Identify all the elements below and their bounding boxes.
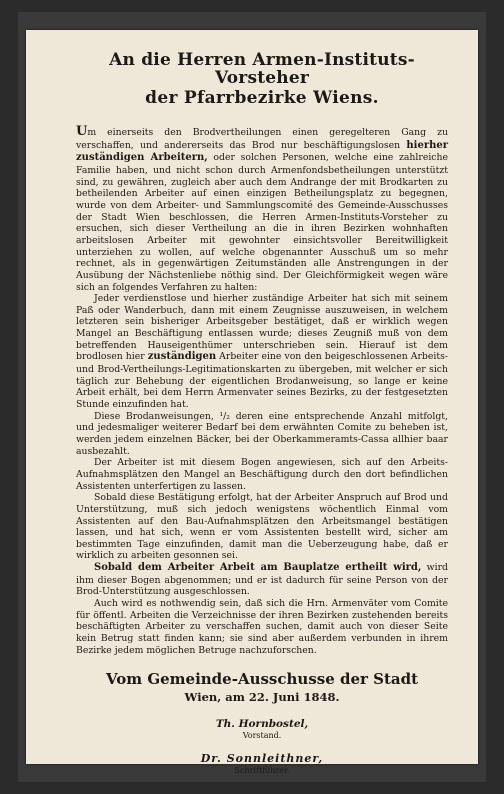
signature-role: Vorstand.: [242, 731, 282, 741]
signature-role: Schriftführer.: [234, 766, 290, 776]
paragraph-6-emphasis: Sobald dem Arbeiter Arbeit am Bauplatze ertheilt wird,: [94, 562, 422, 574]
paragraph-2-emphasis: zuständigen: [147, 351, 217, 363]
paragraph-1-emphasis: hierher zuständigen Arbeitern,: [76, 139, 448, 164]
signature-chair: [76, 718, 448, 740]
signature-name: Dr. Sonnleithner,: [200, 752, 324, 766]
paragraph-4: Der Arbeiter ist mit diesem Bogen angewiesen, sich auf den Arbeits-Aufnahmsplätzen den Mangel an Beschäftigung durch den dort befindlichen Assistenten unterfertigen zu lassen.: [76, 457, 448, 492]
paragraph-1-text-b: oder solchen Personen, welche eine zahlreiche Familie haben, und nicht schon durch Armenfondsbetheilungen unterstützt sind, zu gewähren, zugleich aber auch dem Andrange der mit Brodkarten zu betheilenden Arbeiter auf einen einzigen Betheilungsplatz zu begegnen, wurde von dem Arbeiter- und Sammlungscomité des Gemeinde-Ausschusses der Stadt Wien beschlossen, die Herren Armen-Instituts-Vorsteher zu ersuchen, sich dieser Vertheilung an die in ihren Bezirken wohnhaften arbeitslosen Arbeiter mit gewohnter einsichtsvoller Bereitwilligkeit unterziehen zu wollen, auf welche obgenannter Ausschuß um so mehr rechnet, als in gegenwärtigen Zeitumständen alle Anstrengungen in der Ausübung der Nächstenliebe nöthig sind. Der Gleichförmigkeit wegen wäre sich an folgendes Verfahren zu halten:: [76, 152, 448, 293]
signoff-block: [76, 670, 448, 704]
date-line: Wien, am 22. Juni 1848.: [184, 690, 340, 705]
proclamation-sheet: [26, 30, 478, 776]
paragraph-2-text-a: Jeder verdienstlose und hierher zuständige Arbeiter hat sich mit seinem Paß oder Wanderbuch, dann mit einem Zeugnisse auszuweisen, in welchem letzteren sein bisheriger Arbeitsgeber bestätiget, daß er wirklich wegen Mangel an Beschäftigung entlassen wurde; dieses Zeugniß muß von dem betreffenden Hauseigenthümer unterschrieben sein. Hierauf ist dem brodlosen hier: [76, 293, 448, 363]
paragraph-1-text-a: m einerseits den Brodvertheilungen einen geregelteren Gang zu verschaffen, und andererseits das Brod nur beschäftigungslosen: [76, 126, 448, 151]
paragraph-2: [76, 293, 448, 410]
drop-initial: U: [76, 123, 88, 139]
paragraph-1: [76, 124, 448, 294]
title-line-2: der Pfarrbezirke Wiens.: [145, 87, 379, 108]
paragraph-6-text: wird ihm dieser Bogen abgenommen; und er ist dadurch für seine Person von der Brod-Unterstützung ausgeschlossen.: [76, 562, 448, 598]
paragraph-3: Diese Brodanweisungen, ¹/₂ deren eine entsprechende Anzahl mitfolgt, und jedesmaliger weiterer Bedarf bei dem erwähnten Comite zu beheben ist, werden jedem einzelnen Bäcker, bei der Oberkammeramts-Cassa allhier baar ausbezahlt.: [76, 410, 448, 457]
issuer-line: Vom Gemeinde-Ausschusse der Stadt: [105, 670, 419, 689]
title-line-1: An die Herren Armen-Instituts-Vorsteher: [109, 50, 415, 88]
paragraph-6: [76, 562, 448, 598]
proclamation-body: [76, 124, 448, 657]
signature-name: Th. Hornbostel,: [215, 718, 309, 731]
signature-secretary: [76, 752, 448, 775]
paragraph-2-text-b: Arbeiter eine von den beigeschlossenen Arbeits- und Brod-Vertheilungs-Legitimationskarten zu übergeben, mit welcher er sich täglich zur Behebung der eigentlichen Brodanweisung, so lange er keine Arbeit erhält, bei dem Herrn Armenvater seines Bezirks, zu der festgesetzten Stunde einzufinden hat.: [76, 351, 448, 410]
paragraph-7: Auch wird es nothwendig sein, daß sich die Hrn. Armenväter vom Comite für öffentl. Arbeiten die Verzeichnisse der ihren Bezirken zustehenden bereits beschäftigten Arbeiter zu verschaffen suchen, damit auch von dieser Seite kein Betrug statt finden kann; sie sind aber außerdem verbunden in ihrem Bezirke jedem möglichen Betruge nachzuforschen.: [76, 598, 448, 656]
paragraph-5: Sobald diese Bestätigung erfolgt, hat der Arbeiter Anspruch auf Brod und Unterstützung, muß sich jedoch wenigstens wöchentlich Einmal vom Assistenten auf den Bau-Aufnahmsplätzen den Arbeitsmangel bestätigen lassen, und hat sich, wenn er vom Assistenten bestellt wird, sicher am bestimmten Tage einzufinden, damit man die Ueberzeugung habe, daß er wirklich zu arbeiten gesonnen sei.: [76, 492, 448, 562]
